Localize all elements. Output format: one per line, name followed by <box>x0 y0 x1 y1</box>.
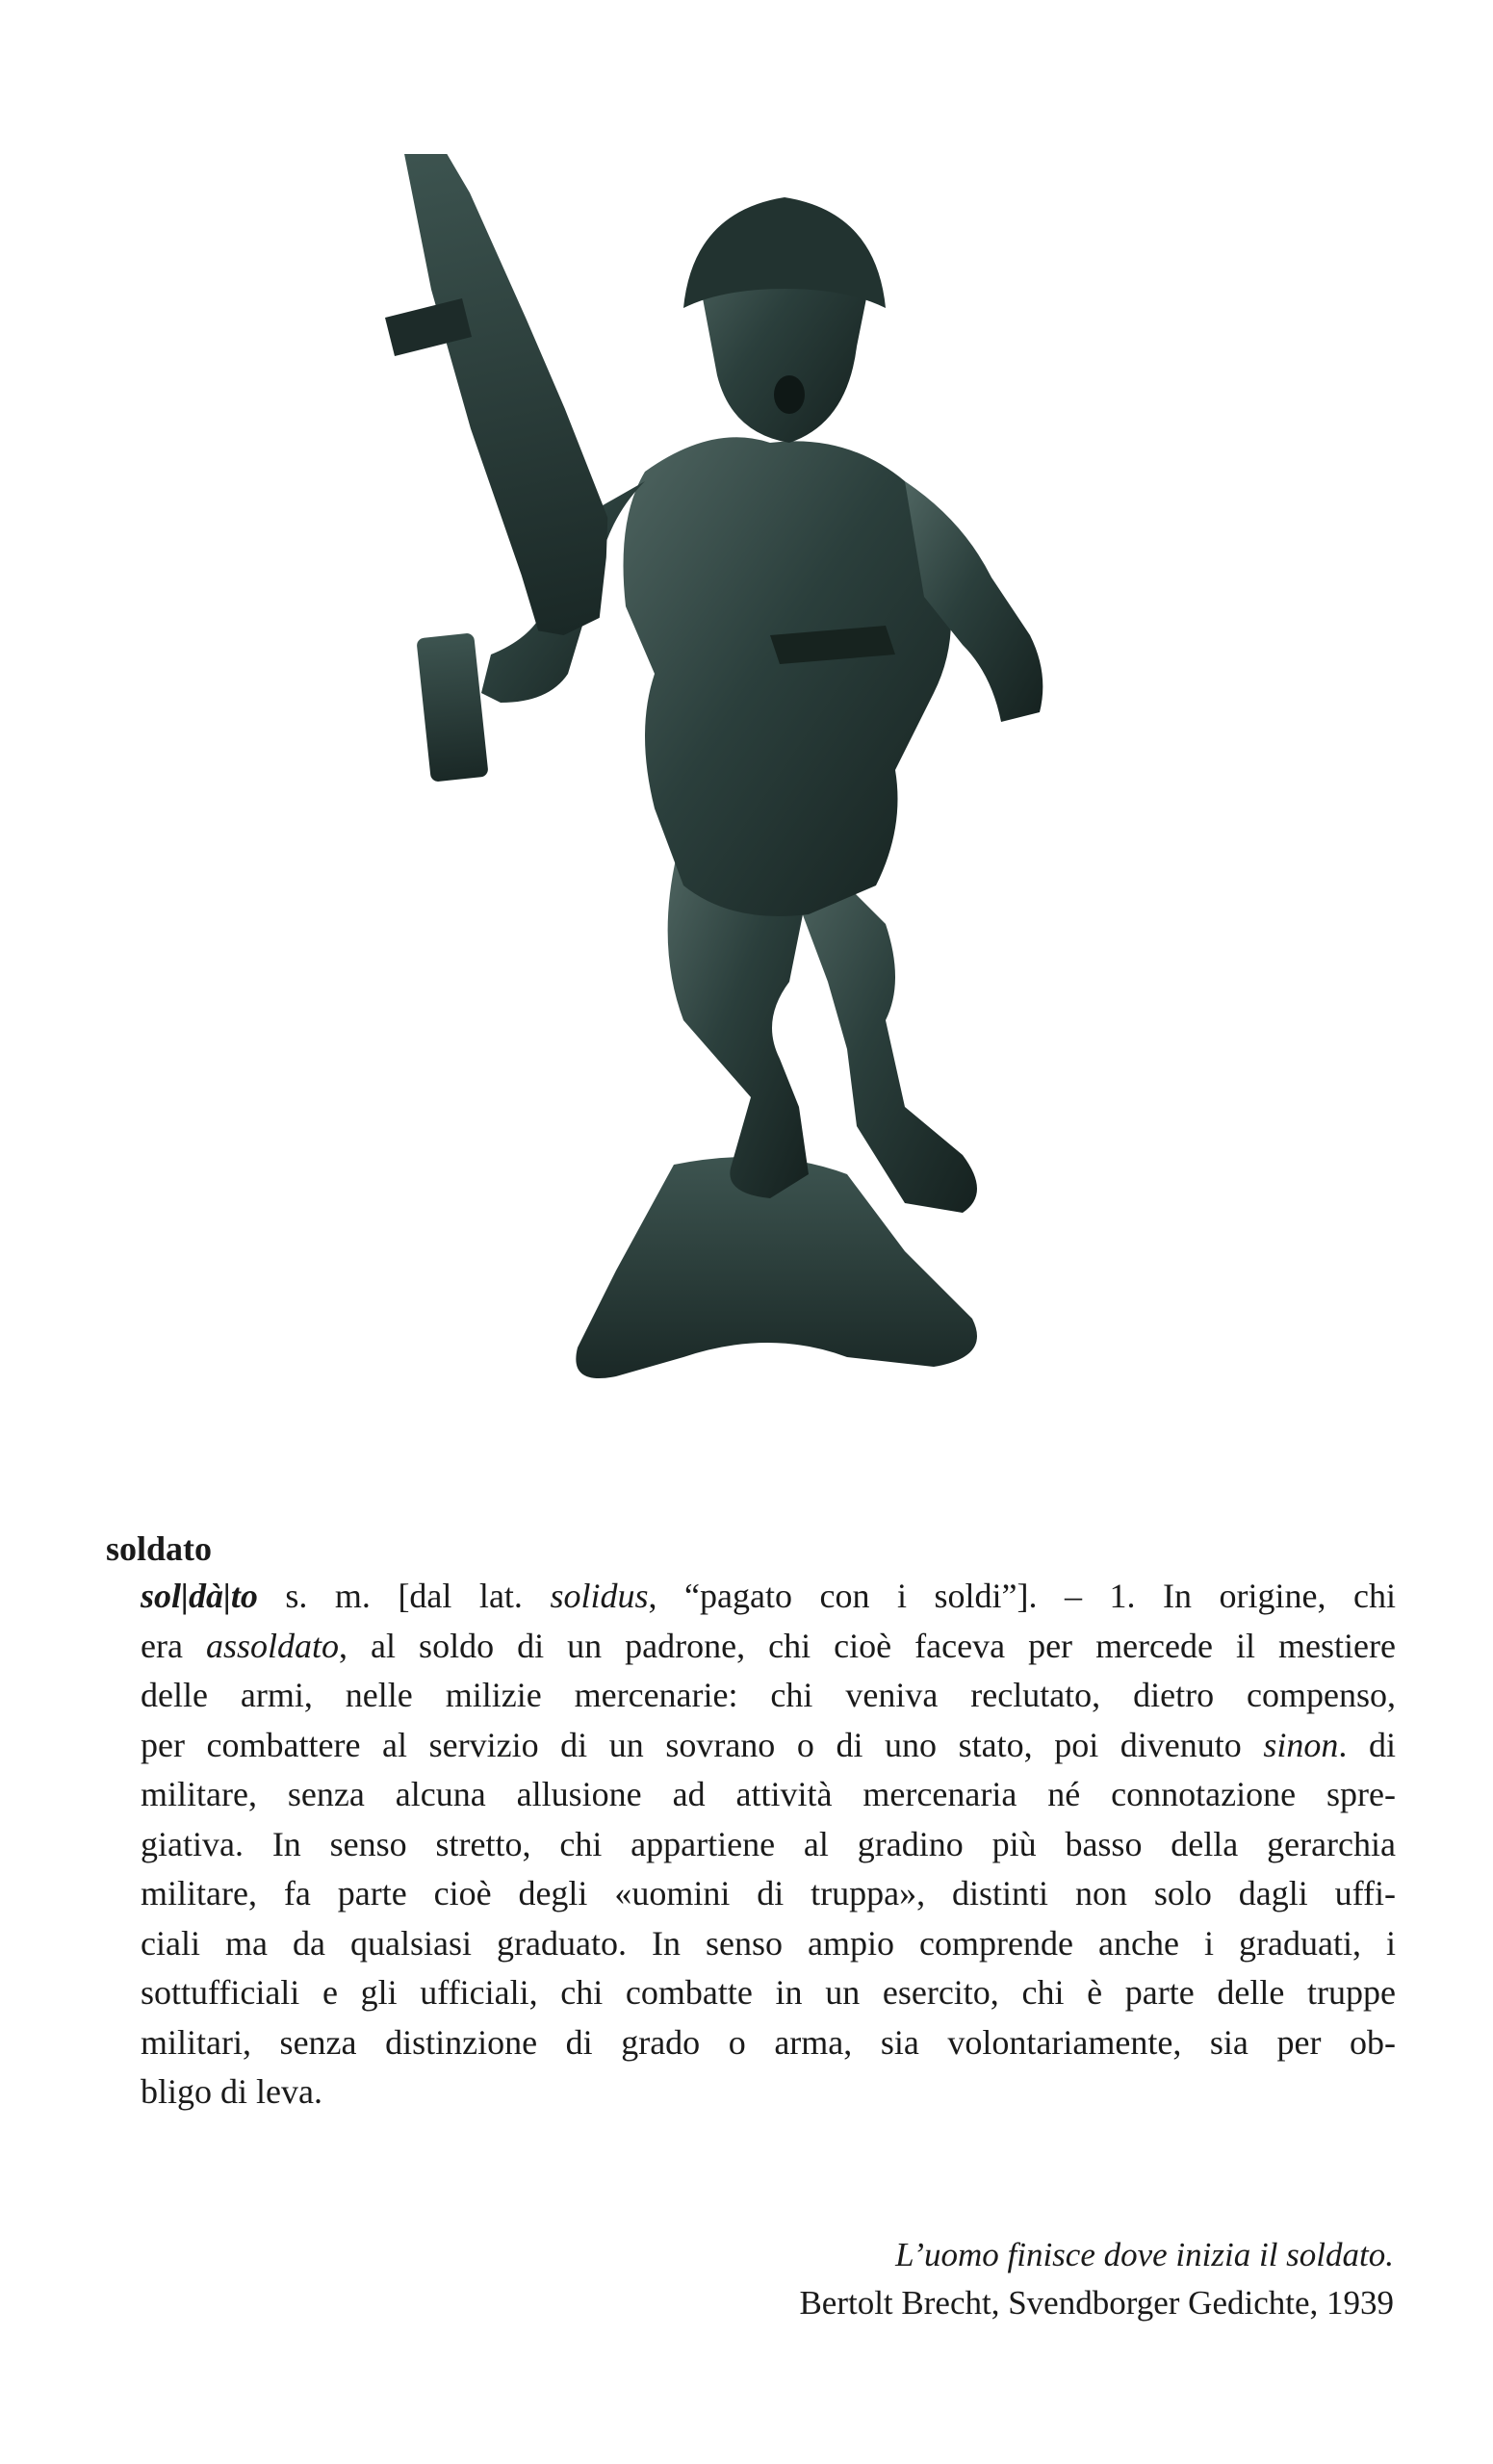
definition-text: militare, fa parte cioè degli «uomini di truppa», distinti non solo dagli uffi- <box>141 1874 1396 1912</box>
italic-term: sinon <box>1263 1725 1339 1764</box>
definition-line <box>141 1572 1396 1622</box>
definition-text: . di <box>1338 1725 1396 1764</box>
definition-text: militari, senza distinzione di grado o arma, sia volontariamente, sia per ob- <box>141 2022 1396 2062</box>
epigraph-source: Bertolt Brecht, Svendborger Gedichte, 1939 <box>799 2284 1394 2322</box>
definition-text: ciali ma da qualsiasi graduato. In senso ampio comprende anche i graduati, i <box>141 1923 1396 1963</box>
soldier-head <box>683 197 886 443</box>
entry-syllabification: sol|dà|to <box>141 1577 258 1615</box>
epigraph-quote: L’uomo finisce dove inizia il soldato. <box>895 2236 1394 2273</box>
definition-text: per combattere al servizio di un sovrano o di uno stato, poi divenuto <box>141 1725 1264 1764</box>
definition-text: sottufficiali e gli ufficiali, chi combatte in un esercito, chi è parte delle truppe <box>141 1973 1396 2012</box>
definition-text: era <box>141 1626 206 1665</box>
definition-line <box>141 1820 1396 1870</box>
italic-term: assoldato <box>205 1626 340 1665</box>
definition-line <box>141 2018 1396 2068</box>
entry-definition <box>141 1572 1396 2118</box>
definition-text: , al soldo di un padrone, chi cioè faceva per mercede il mestiere <box>339 1626 1396 1665</box>
definition-line <box>141 2067 1396 2118</box>
toy-soldier-figure <box>231 154 1174 1482</box>
definition-line <box>141 1721 1396 1771</box>
definition-text: , “pagato con i soldi”]. – 1. In origine, chi <box>648 1577 1397 1615</box>
definition-line <box>141 1869 1396 1919</box>
definition-text: delle armi, nelle milizie mercenarie: chi veniva reclutato, dietro compenso, <box>141 1676 1396 1714</box>
italic-term: solidus <box>550 1577 649 1615</box>
epigraph <box>799 2231 1394 2327</box>
definition-line <box>141 1968 1396 2018</box>
definition-line <box>141 1671 1396 1721</box>
definition-line <box>141 1919 1396 1969</box>
dictionary-entry <box>106 1526 1396 2118</box>
definition-text: giativa. In senso stretto, chi appartiene al gradino più basso della gerarchia <box>141 1824 1396 1863</box>
definition-line <box>141 1770 1396 1820</box>
entry-headword: soldato <box>106 1529 213 1568</box>
definition-text: militare, senza alcuna allusione ad attività mercenaria né connotazione spre- <box>141 1775 1396 1813</box>
definition-text: bligo di leva. <box>141 2072 322 2111</box>
soldier-torso <box>624 437 952 916</box>
definition-line <box>141 1622 1396 1672</box>
definition-text: s. m. [dal lat. <box>257 1577 551 1615</box>
